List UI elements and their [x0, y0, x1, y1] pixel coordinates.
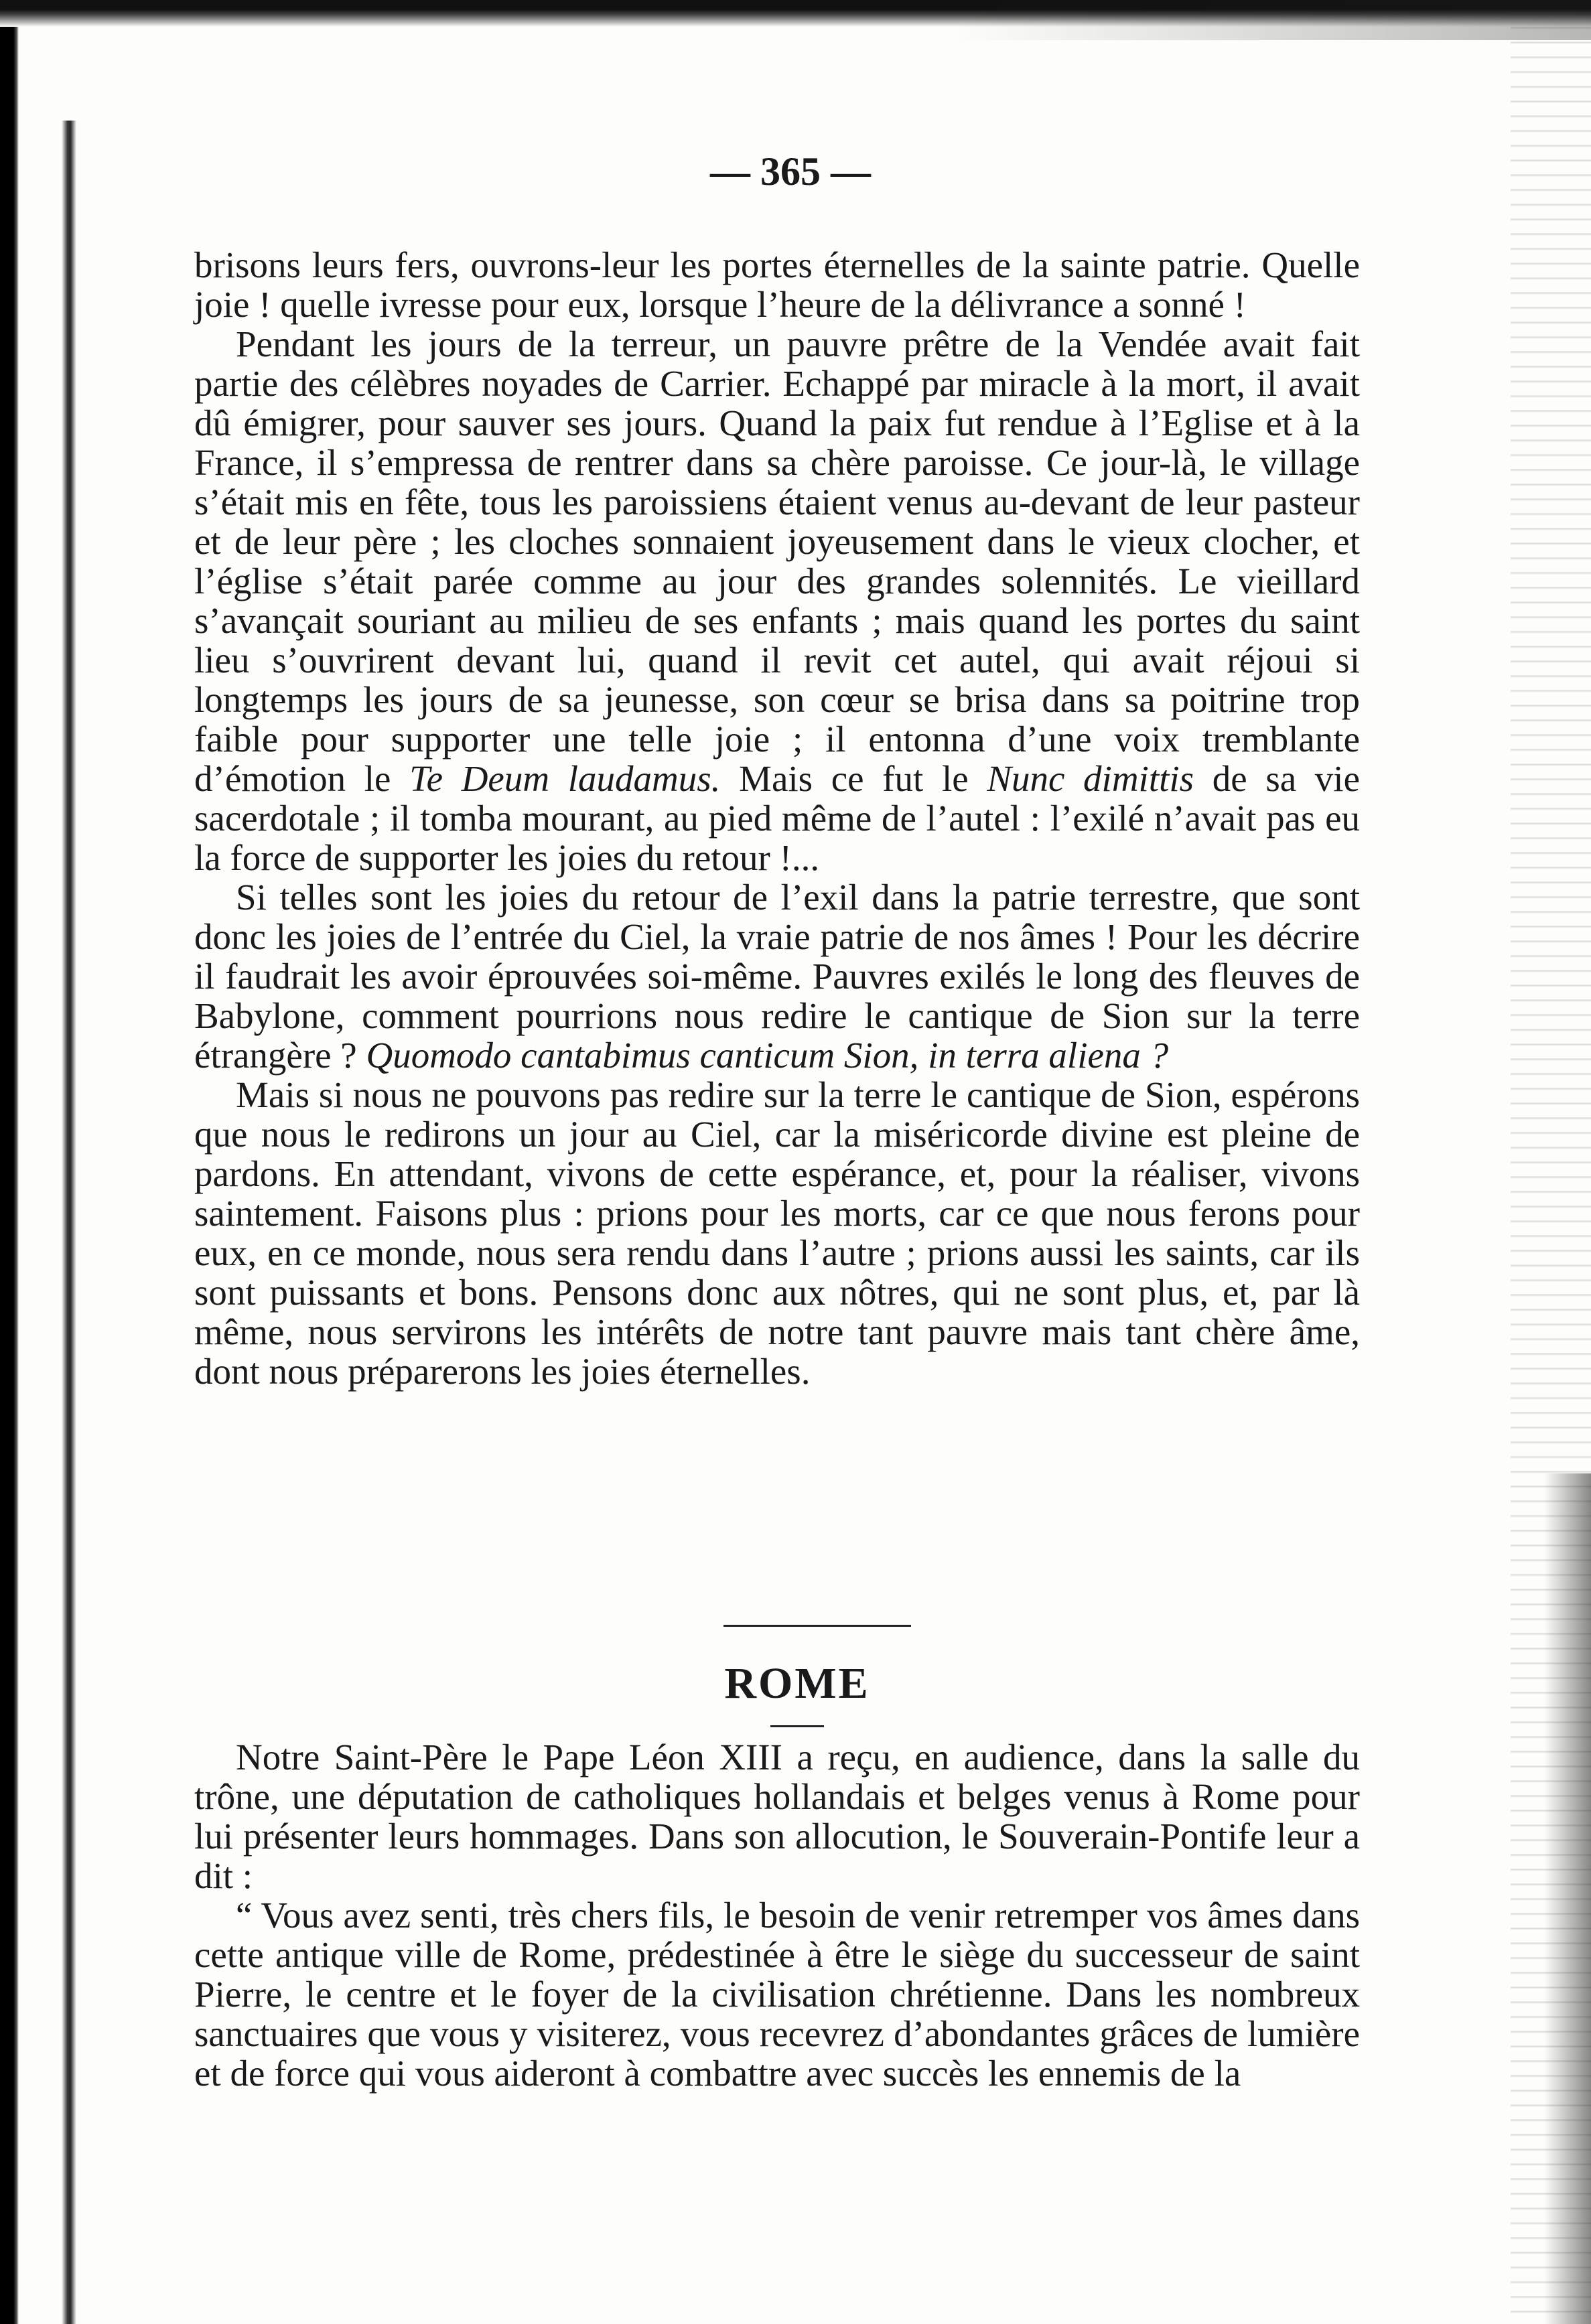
- scan-gutter-line: [62, 121, 76, 2324]
- paragraph-2: [194, 324, 1360, 877]
- scan-shadow-top: [0, 0, 1591, 40]
- paragraph-3: [194, 877, 1360, 1075]
- latin-nunc-dimittis: Nunc dimittis: [987, 758, 1194, 799]
- paragraph-3-text: Si telles sont les joies du retour de l’exil dans la patrie terrestre, que sont donc les joies de l’entrée du Ciel, la vraie patrie de nos âmes ! Pour les décrire il faudrait les avoir éprouvées soi-même. Pauvres exilés le long des fleuves de Babylone, comment pourrions nous redire le cantique de Sion sur la terre étrangère ?: [194, 877, 1360, 1076]
- paragraph-2-text-b: Mais ce fut le: [720, 758, 987, 799]
- heading-underline: [770, 1725, 824, 1727]
- scan-edge-left: [0, 27, 19, 2324]
- section-heading: ROME: [724, 1659, 870, 1708]
- paragraph-1: brisons leurs fers, ouvrons-leur les portes éternelles de la sainte patrie. Quelle joie ! quelle ivresse pour eux, lorsque l’heure de la délivrance a sonné !: [194, 244, 1360, 325]
- article-body: [194, 245, 1360, 1391]
- latin-quomodo: Quomodo cantabimus canticum Sion, in terra aliena ?: [366, 1035, 1169, 1076]
- paragraph-4: Mais si nous ne pouvons pas redire sur la terre le cantique de Sion, espérons que nous le redirons un jour au Ciel, car la miséricorde divine est pleine de pardons. En attendant, vivons de cette espérance, et, pour la réaliser, vivons saintement. Faisons plus : prions pour les morts, car ce que nous ferons pour eux, en ce monde, nous sera rendu dans l’autre ; prions aussi les saints, car ils sont puissants et bons. Pensons donc aux nôtres, qui ne sont plus, et, par là même, nous servirons les intérêts de notre tant pauvre mais tant chère âme, dont nous préparerons les joies éternelles.: [194, 1074, 1360, 1392]
- paragraph-2-text-c: de sa vie sacerdotale ; il tomba mourant, au pied même de l’autel : l’exilé n’avait pas eu la force de supporter les joies du retour !...: [194, 758, 1360, 878]
- section-divider: [723, 1625, 911, 1627]
- scan-shadow-right: [1544, 1473, 1591, 2324]
- section-body: [194, 1737, 1360, 2093]
- section-paragraph-1: Notre Saint-Père le Pape Léon XIII a reçu, en audience, dans la salle du trône, une députation de catholiques hollandais et belges venus à Rome pour lui présenter leurs hommages. Dans son allocution, le Souverain-Pontife leur a dit :: [194, 1737, 1360, 1896]
- section-paragraph-2: “ Vous avez senti, très chers fils, le besoin de venir retremper vos âmes dans cette antique ville de Rome, prédestinée à être le siège du successeur de saint Pierre, le centre et le foyer de la civilisation chrétienne. Dans les nombreux sanctuaires que vous y visiterez, vous recevrez d’abondantes grâces de lumière et de force qui vous aideront à combattre avec succès les ennemis de la: [194, 1895, 1360, 2094]
- page-number: — 365 —: [710, 149, 871, 194]
- latin-te-deum: Te Deum laudamus.: [409, 758, 721, 799]
- paragraph-2-text-a: Pendant les jours de la terreur, un pauvre prêtre de la Vendée avait fait partie des célèbres noyades de Carrier. Echappé par miracle à la mort, il avait dû émigrer, pour sauver ses jours. Quand la paix fut rendue à l’Eglise et à la France, il s’empressa de rentrer dans sa chère paroisse. Ce jour-là, le village s’était mis en fête, tous les paroissiens étaient venus au-devant de leur pasteur et de leur père ; les cloches sonnaient joyeusement dans le vieux clocher, et l’église s’était parée comme au jour des grandes solennités. Le vieillard s’avançait souriant au milieu de ses enfants ; mais quand les portes du saint lieu s’ouvrirent devant lui, quand il revit cet autel, qui avait réjoui si longtemps les jours de sa jeunesse, son cœur se brisa dans sa poitrine trop faible pour supporter une telle joie ; il entonna d’une voix tremblante d’émotion le: [194, 323, 1360, 799]
